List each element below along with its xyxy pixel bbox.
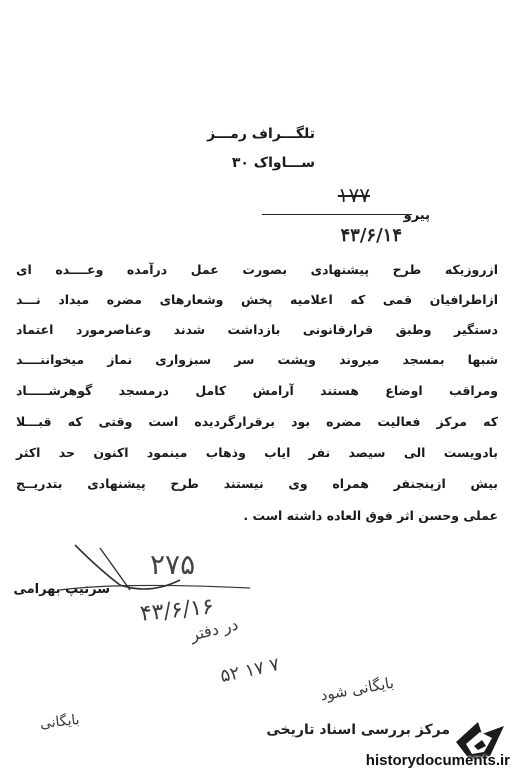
body-line: ازروزیکه طرح پیشنهادی بصورت عمل درآمده وعــــده ای	[16, 262, 498, 277]
body-line: بادویست الی سیصد نفر ایاب وذهاب مینمود اکنون حد اکثر	[16, 445, 498, 460]
reference-number: ۱۷۷	[337, 183, 370, 207]
watermark-title: مرکز بررسی اسناد تاریخی	[266, 722, 450, 738]
handwritten-note: بایگانی شود	[319, 673, 396, 705]
handwritten-note: در دفتر	[188, 614, 240, 645]
reference-date: ۴۳/۶/۱۴	[340, 225, 402, 246]
body-line: دستگیر وطبق قرارقانونی بازداشت شدند وعناصرمورد اعتماد	[16, 322, 498, 337]
body-line: که مرکز فعالیت مضره بود برقرارگردیده است وقتی که قبـــلا	[16, 414, 498, 429]
signature-number: ۲۷۵	[150, 548, 196, 581]
signature-name: سرتیپ بهرامی	[13, 582, 110, 597]
telegram-type: تلگـــراف رمـــز	[207, 126, 315, 142]
body-line: ومراقب اوضاع هستند آرامش کامل درمسجد گوهرشـــــاد	[16, 383, 498, 398]
body-line: بیش ازپنجنفر همراه وی نیستند طرح پیشنهادی بتدریــج	[16, 476, 498, 491]
handwritten-date: ۴۳/۶/۱۶	[138, 594, 216, 627]
handwritten-note: ۷ ۱۷ ۵۲	[218, 654, 282, 687]
handwritten-note: بایگانی	[39, 711, 81, 733]
body-line: ازاطرافیان قمی که اعلامیه پخش وشعارهای مضره میداد نـــد	[16, 292, 498, 307]
watermark-url: historydocuments.ir	[365, 752, 510, 769]
header-rule	[262, 214, 412, 215]
body-line: عملی وحسن اثر فوق العاده داشته است .	[243, 508, 498, 523]
body-line: شبها بمسجد میروند وپشت سر سبزواری نماز میخواننــــد	[16, 352, 498, 367]
sender-code: ســـاواک ۳۰	[231, 155, 315, 171]
reference-label: پیرو	[403, 208, 430, 223]
